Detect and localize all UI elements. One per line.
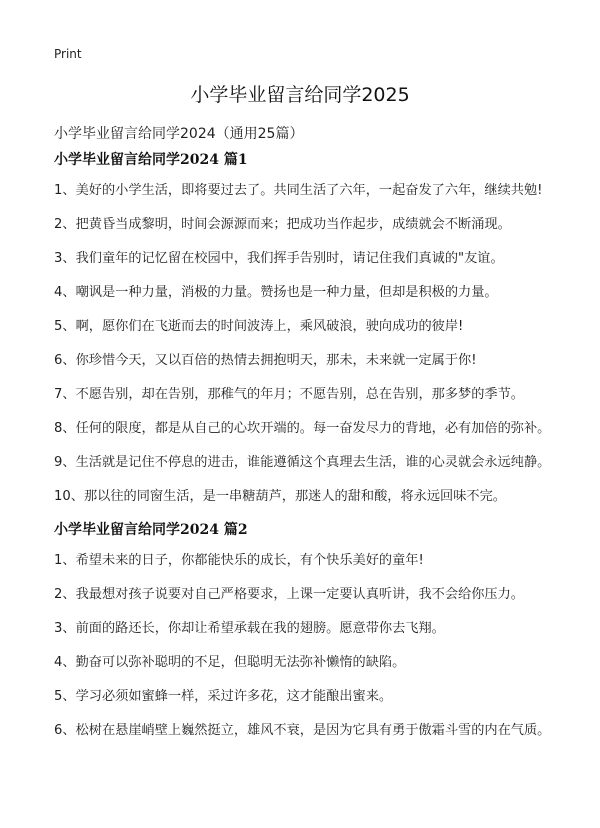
list-item: 1、希望未来的日子，你都能快乐的成长，有个快乐美好的童年! [54,553,424,568]
list-item: 8、任何的限度，都是从自己的心坎开端的。每一奋发尽力的背地，必有加倍的弥补。 [54,421,551,436]
list-item: 4、勤奋可以弥补聪明的不足，但聪明无法弥补懒惰的缺陷。 [54,655,406,670]
list-item: 5、学习必须如蜜蜂一样，采过许多花，这才能酿出蜜来。 [54,689,393,704]
page-title: 小学毕业留言给同学2025 [190,84,410,106]
article-body [54,146,551,742]
list-item: 10、那以往的同窗生活，是一串糖葫芦，那迷人的甜和酸，将永远回味不完。 [54,489,506,504]
section-heading: 小学毕业留言给同学2024 篇1 [54,152,248,168]
list-item: 9、生活就是记住不停息的进击，谁能遵循这个真理去生活，谁的心灵就会永远纯静。 [54,455,551,470]
list-item: 3、前面的路还长，你却让希望承载在我的翅膀。愿意带你去飞翔。 [54,621,445,636]
section-heading: 小学毕业留言给同学2024 篇2 [54,522,248,538]
list-item: 7、不愿告别，却在告别，那稚气的年月；不愿告别，总在告别，那多梦的季节。 [54,387,524,402]
list-item: 4、嘲讽是一种力量，消极的力量。赞扬也是一种力量，但却是积极的力量。 [54,285,498,300]
list-item: 2、我最想对孩子说要对自己严格要求，上课一定要认真听讲，我不会给你压力。 [54,587,524,602]
list-item: 1、美好的小学生活，即将要过去了。共同生活了六年，一起奋发了六年，继续共勉! [54,183,543,198]
list-item: 6、松树在悬崖峭壁上巍然挺立，雄风不衰，是因为它具有勇于傲霜斗雪的内在气质。 [54,723,551,738]
print-label[interactable]: Print [54,47,82,61]
list-item: 6、你珍惜今天，又以百倍的热情去拥抱明天，那未，未来就一定属于你! [54,353,477,368]
list-item: 5、啊，愿你们在飞逝而去的时间波涛上，乘风破浪，驶向成功的彼岸! [54,319,464,334]
list-item: 2、把黄昏当成黎明，时间会源源而来；把成功当作起步，成绩就会不断涌现。 [54,217,511,232]
section [54,518,551,742]
section [54,148,551,508]
list-item: 3、我们童年的记忆留在校园中，我们挥手告别时，请记住我们真诚的"友谊。 [54,251,504,266]
page-subtitle: 小学毕业留言给同学2024（通用25篇） [54,126,304,142]
